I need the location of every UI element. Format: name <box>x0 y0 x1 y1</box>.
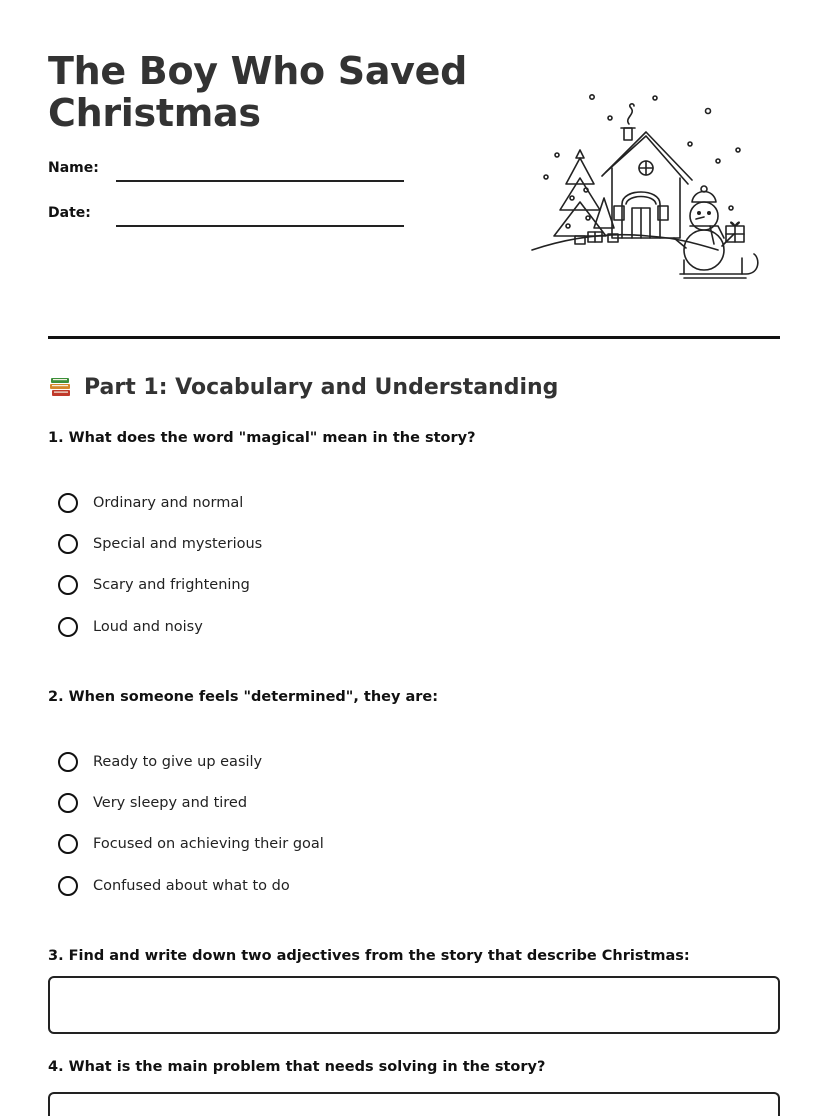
section-divider <box>48 336 780 339</box>
name-label: Name: <box>48 160 99 176</box>
date-field[interactable] <box>48 205 408 229</box>
q2-option-2[interactable] <box>58 790 247 816</box>
name-line[interactable] <box>116 180 404 182</box>
option-label: Scary and frightening <box>93 577 250 593</box>
part1-heading <box>48 374 558 400</box>
question-4: 4. What is the main problem that needs solving in the story? <box>48 1059 546 1075</box>
name-field[interactable] <box>48 160 408 184</box>
books-icon <box>48 374 74 400</box>
q1-option-3[interactable] <box>58 572 250 598</box>
option-label: Ordinary and normal <box>93 495 244 511</box>
q2-option-4[interactable] <box>58 873 290 899</box>
radio-button[interactable] <box>58 752 78 772</box>
question-1: 1. What does the word "magical" mean in the story? <box>48 430 476 446</box>
option-label: Special and mysterious <box>93 536 263 552</box>
option-label: Confused about what to do <box>93 878 290 894</box>
option-label: Very sleepy and tired <box>93 795 248 811</box>
snowy-house-snowman-icon <box>528 88 768 288</box>
q1-option-2[interactable] <box>58 531 262 557</box>
answer-box-q3[interactable] <box>48 976 780 1034</box>
part1-title: Part 1: Vocabulary and Understanding <box>84 374 559 400</box>
q1-option-1[interactable] <box>58 490 243 516</box>
answer-box-q4[interactable] <box>48 1092 780 1116</box>
option-label: Loud and noisy <box>93 619 203 635</box>
q2-option-1[interactable] <box>58 749 262 775</box>
question-3: 3. Find and write down two adjectives from the story that describe Christmas: <box>48 948 690 964</box>
radio-button[interactable] <box>58 534 78 554</box>
option-label: Focused on achieving their goal <box>93 836 324 852</box>
radio-button[interactable] <box>58 793 78 813</box>
radio-button[interactable] <box>58 876 78 896</box>
radio-button[interactable] <box>58 575 78 595</box>
q2-option-3[interactable] <box>58 831 324 857</box>
radio-button[interactable] <box>58 617 78 637</box>
worksheet-title: The Boy Who Saved Christmas <box>48 49 468 135</box>
option-label: Ready to give up easily <box>93 754 263 770</box>
radio-button[interactable] <box>58 493 78 513</box>
radio-button[interactable] <box>58 834 78 854</box>
date-label: Date: <box>48 205 91 221</box>
q1-option-4[interactable] <box>58 614 203 640</box>
question-2: 2. When someone feels "determined", they are: <box>48 689 439 705</box>
date-line[interactable] <box>116 225 404 227</box>
